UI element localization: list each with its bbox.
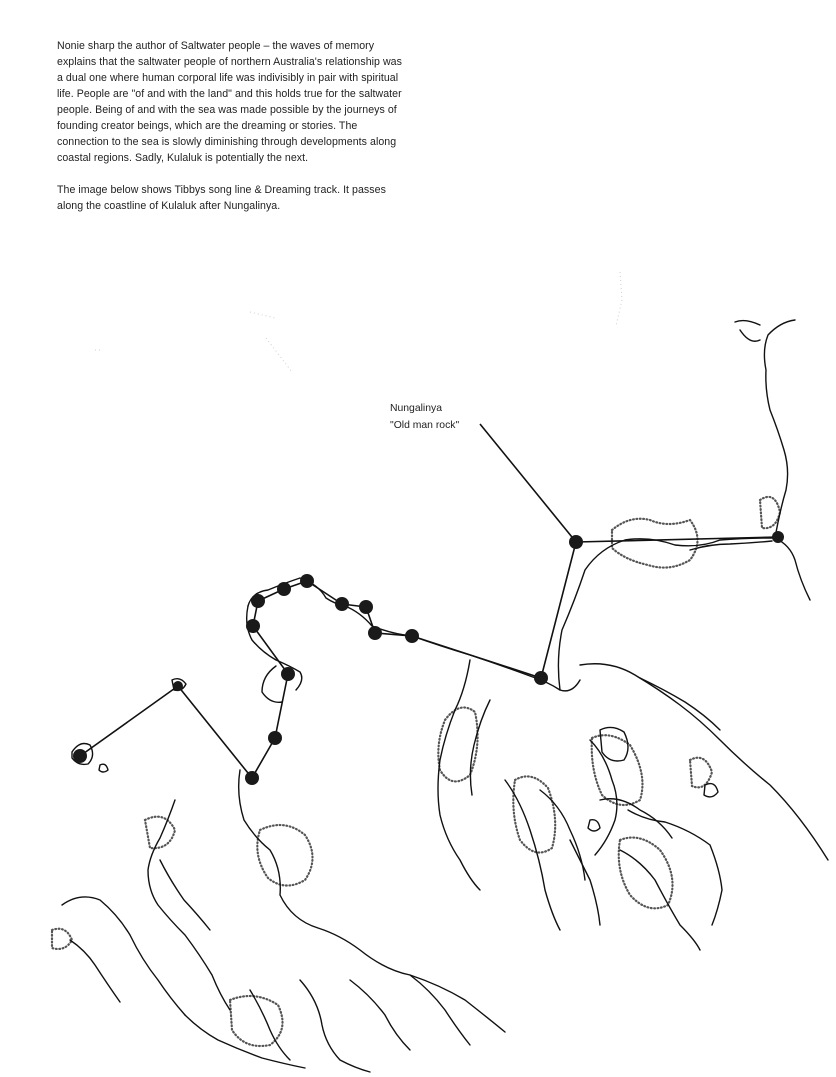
dreaming-site: [772, 531, 784, 543]
dreaming-site: [335, 597, 349, 611]
label-leader-line: [480, 424, 576, 542]
dreaming-site: [268, 731, 282, 745]
coastline: [62, 320, 828, 1072]
nungalinya-label-subtitle: "Old man rock": [390, 420, 460, 431]
dreaming-site: [173, 681, 183, 691]
dreaming-track: [80, 424, 778, 778]
nungalinya-site: [569, 535, 583, 549]
songline-path: [80, 537, 778, 778]
dreaming-site: [281, 667, 295, 681]
dreaming-site: [251, 594, 265, 608]
nungalinya-label: [390, 403, 459, 431]
scan-smudges: [95, 272, 622, 372]
dreaming-site: [73, 749, 87, 763]
dreaming-site: [368, 626, 382, 640]
nungalinya-label-name: Nungalinya: [390, 403, 442, 414]
dreaming-site: [359, 600, 373, 614]
dreaming-site: [246, 619, 260, 633]
dreaming-sites: [73, 531, 784, 785]
dreaming-site: [277, 582, 291, 596]
dreaming-site: [405, 629, 419, 643]
dreaming-site: [245, 771, 259, 785]
intro-paragraph-2: The image below shows Tibbys song line & Dreaming track. It passes along the coastline of Kulaluk after Nungalinya.: [57, 184, 386, 212]
dreaming-site: [534, 671, 548, 685]
intro-paragraph-1: Nonie sharp the author of Saltwater people – the waves of memory explains that the saltwater people of northern Australia's relationship was a dual one where human corporal life was indivisibly in pair with spiritual life. People are "of and with the land" and this holds true for the saltwater people. Being of and with the sea was made possible by the journeys of founding creator beings, which are the dreaming or stories. The connection to the sea is slowly diminishing through developments along coastal regions. Sadly, Kulaluk is potentially the next.: [57, 40, 402, 164]
dreaming-site: [300, 574, 314, 588]
mangrove-areas: [52, 497, 780, 1046]
